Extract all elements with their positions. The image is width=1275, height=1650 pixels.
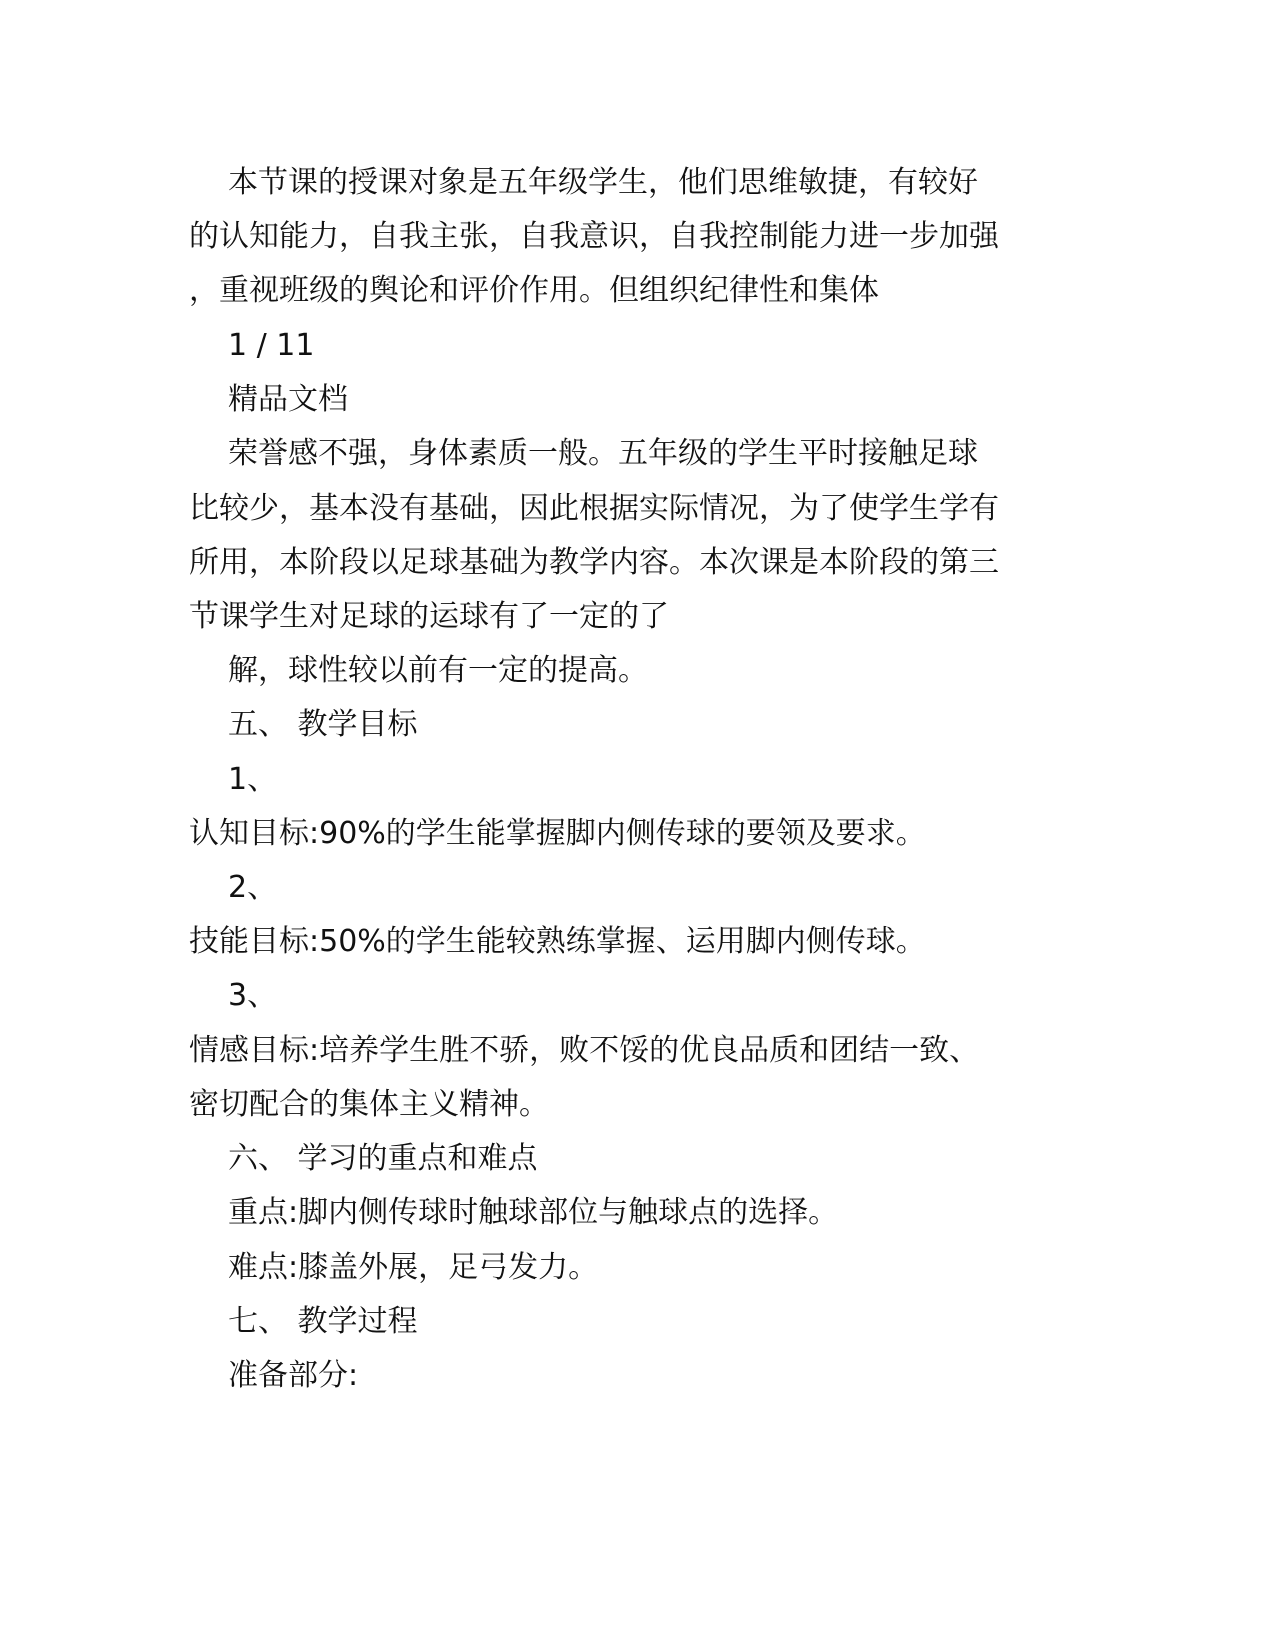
list-item: 情感目标:培养学生胜不骄，败不馁的优良品质和团结一致、 bbox=[189, 1033, 980, 1068]
list-number: 1、 bbox=[228, 762, 278, 797]
paragraph-line: 节课学生对足球的运球有了一定的了 bbox=[189, 599, 669, 634]
paragraph-line: ，重视班级的舆论和评价作用。但组织纪律性和集体 bbox=[189, 273, 879, 308]
page-header-label: 精品文档 bbox=[228, 382, 348, 417]
paragraph-line: 荣誉感不强，身体素质一般。五年级的学生平时接触足球 bbox=[228, 436, 978, 471]
list-item-continued: 密切配合的集体主义精神。 bbox=[189, 1087, 549, 1122]
paragraph-line: 重点:脚内侧传球时触球部位与触球点的选择。 bbox=[228, 1195, 839, 1230]
paragraph-line: 本节课的授课对象是五年级学生，他们思维敏捷，有较好 bbox=[228, 165, 978, 200]
list-item: 技能目标:50%的学生能较熟练掌握、运用脚内侧传球。 bbox=[189, 924, 926, 959]
paragraph-line: 所用，本阶段以足球基础为教学内容。本次课是本阶段的第三 bbox=[189, 545, 999, 580]
list-item: 认知目标:90%的学生能掌握脚内侧传球的要领及要求。 bbox=[189, 816, 926, 851]
paragraph-line: 难点:膝盖外展，足弓发力。 bbox=[228, 1250, 599, 1285]
page-number: 1 / 11 bbox=[228, 328, 315, 363]
paragraph-line: 准备部分: bbox=[228, 1358, 359, 1393]
section-heading: 七、 教学过程 bbox=[228, 1304, 418, 1339]
list-number: 3、 bbox=[228, 978, 278, 1013]
paragraph-line: 解，球性较以前有一定的提高。 bbox=[228, 653, 648, 688]
paragraph-line: 比较少，基本没有基础，因此根据实际情况，为了使学生学有 bbox=[189, 491, 999, 526]
paragraph-line: 的认知能力，自我主张，自我意识，自我控制能力进一步加强 bbox=[189, 219, 999, 254]
section-heading: 五、 教学目标 bbox=[228, 707, 418, 742]
list-number: 2、 bbox=[228, 870, 278, 905]
section-heading: 六、 学习的重点和难点 bbox=[228, 1141, 538, 1176]
